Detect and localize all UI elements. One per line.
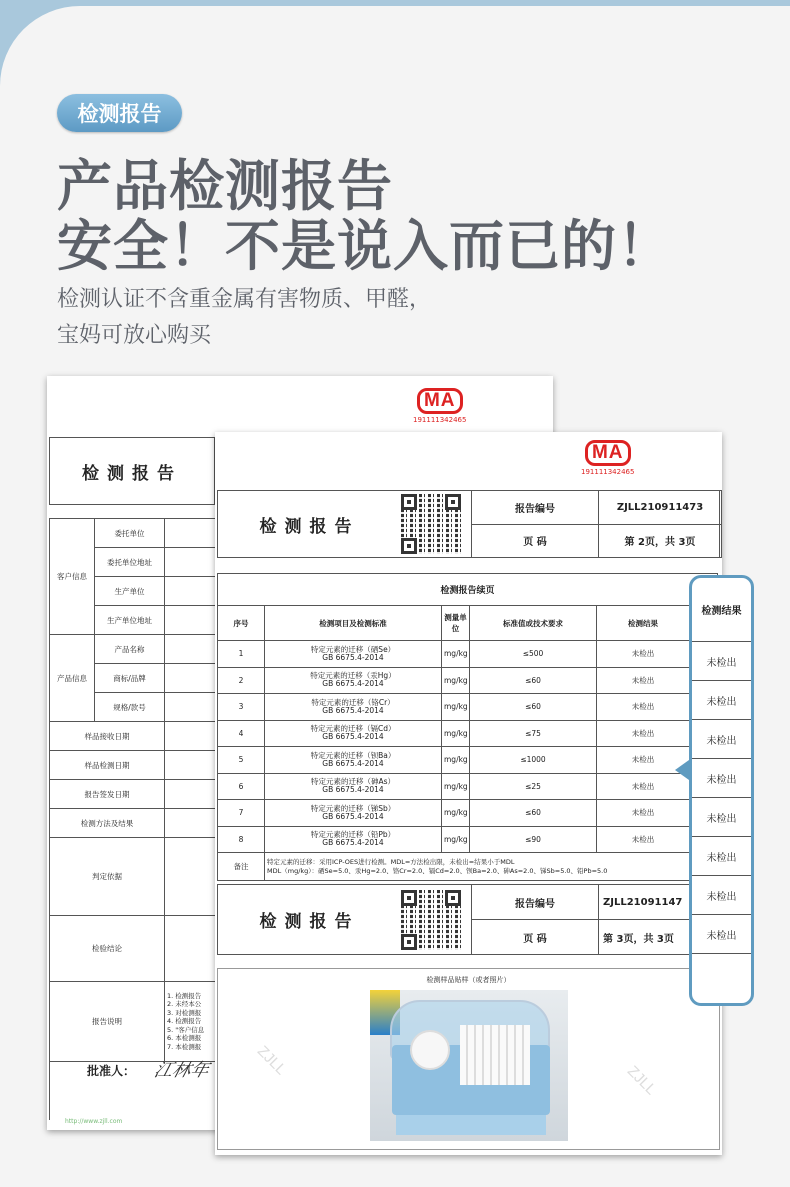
report-info-table xyxy=(471,490,722,558)
row-label: 检测方法及结果 xyxy=(50,809,165,838)
headline-line-2: 安全！不是说入而已的！ xyxy=(57,214,674,278)
watermark: ZJLL xyxy=(253,1042,290,1079)
row-number: 4 xyxy=(218,720,265,747)
test-item: 特定元素的迁移（钡Ba） xyxy=(310,750,396,760)
callout-result: 未检出 xyxy=(692,915,751,954)
unit: mg/kg xyxy=(442,694,470,721)
field-label: 委托单位 xyxy=(95,519,165,548)
test-item: 特定元素的迁移（汞Hg） xyxy=(310,671,396,681)
column-header: 检测项目及检测标准 xyxy=(265,606,442,641)
table-row xyxy=(218,747,718,774)
report-header-page2 xyxy=(217,490,720,558)
qr-code xyxy=(401,890,461,950)
column-header: 标准值或技术要求 xyxy=(470,606,597,641)
test-standard: GB 6675.4-2014 xyxy=(322,785,384,795)
field-label: 委托单位地址 xyxy=(95,548,165,577)
subtitle-line-2: 宝妈可放心购买 xyxy=(57,323,212,348)
test-item: 特定元素的迁移（砷As） xyxy=(310,777,396,787)
unit: mg/kg xyxy=(442,800,470,827)
unit: mg/kg xyxy=(442,720,470,747)
limit: ≤60 xyxy=(470,800,597,827)
row-number: 3 xyxy=(218,694,265,721)
section-badge: 检测报告 xyxy=(57,94,182,132)
page-label: 页 码 xyxy=(472,524,599,558)
watermark: ZJLL xyxy=(623,1062,660,1099)
limit: ≤60 xyxy=(470,667,597,694)
result: 未检出 xyxy=(597,694,690,721)
unit: mg/kg xyxy=(442,747,470,774)
row-number: 2 xyxy=(218,667,265,694)
table-row xyxy=(218,667,718,694)
field-label: 生产单位地址 xyxy=(95,606,165,635)
remark-line: MDL（mg/kg）：硒Se=5.0、汞Hg=2.0、铬Cr=2.0、镉Cd=2.0、钡Ba=2.0、砷As=2.0、锑Sb=5.0、铅Pb=5.0 xyxy=(267,866,608,875)
callout-result: 未检出 xyxy=(692,681,751,720)
note-line: 1. 检测报告 xyxy=(167,991,202,1000)
row-label: 判定依据 xyxy=(50,838,165,916)
group-product: 产品信息 xyxy=(50,635,95,722)
limit: ≤75 xyxy=(470,720,597,747)
row-number: 6 xyxy=(218,773,265,800)
result: 未检出 xyxy=(597,747,690,774)
unit: mg/kg xyxy=(442,773,470,800)
page-value: 第 3页，共 3页 xyxy=(599,920,722,955)
result: 未检出 xyxy=(597,773,690,800)
row-number: 1 xyxy=(218,641,265,668)
row-number: 5 xyxy=(218,747,265,774)
remark-line: 特定元素的迁移：采用ICP-OES进行检测。MDL=方法检出限，未检出=结果小于MDL xyxy=(267,857,515,866)
callout-result: 未检出 xyxy=(692,837,751,876)
test-item: 特定元素的迁移（锑Sb） xyxy=(310,803,396,813)
callout-result: 未检出 xyxy=(692,876,751,915)
cma-number: 191111342465 xyxy=(413,416,467,424)
note-line: 5. "客户信息 xyxy=(167,1025,205,1034)
test-standard: GB 6675.4-2014 xyxy=(322,838,384,848)
page-label: 页 码 xyxy=(472,920,599,955)
subtitle-line-1: 检测认证不含重金属有害物质、甲醛， xyxy=(57,287,432,312)
report-info-table-3 xyxy=(471,884,722,955)
test-standard: GB 6675.4-2014 xyxy=(322,679,384,689)
result: 未检出 xyxy=(597,800,690,827)
test-item: 特定元素的迁移（硒Se） xyxy=(310,644,396,654)
callout-result: 未检出 xyxy=(692,798,751,837)
test-standard: GB 6675.4-2014 xyxy=(322,732,384,742)
note-line: 7. 本检测报 xyxy=(167,1042,202,1051)
table-row xyxy=(218,800,718,827)
table-row xyxy=(218,720,718,747)
note-line: 4. 检测报告 xyxy=(167,1017,202,1026)
limit: ≤1000 xyxy=(470,747,597,774)
test-standard: GB 6675.4-2014 xyxy=(322,705,384,715)
cma-mark: MA xyxy=(417,388,463,414)
report-no-label: 报告编号 xyxy=(472,885,599,920)
product-photo-dish-rack xyxy=(370,990,568,1141)
note-line: 2. 未经本公 xyxy=(167,1000,202,1009)
table-row xyxy=(218,773,718,800)
column-header: 检测结果 xyxy=(597,606,690,641)
report-title: 检测报告 xyxy=(259,912,360,932)
continuation-title: 检测报告续页 xyxy=(218,574,718,606)
field-label: 商标/品牌 xyxy=(95,664,165,693)
results-callout xyxy=(689,575,754,1006)
front-report-document xyxy=(215,432,722,1155)
test-standard: GB 6675.4-2014 xyxy=(322,758,384,768)
callout-result: 未检出 xyxy=(692,720,751,759)
row-label: 报告说明 xyxy=(50,982,165,1062)
note-line: 6. 本检测报 xyxy=(167,1034,202,1043)
footer-url: http://www.zjll.com xyxy=(65,1118,123,1125)
unit: mg/kg xyxy=(442,826,470,853)
limit: ≤25 xyxy=(470,773,597,800)
limit: ≤500 xyxy=(470,641,597,668)
signature: 江林年 xyxy=(151,1060,212,1081)
table-row xyxy=(218,641,718,668)
result: 未检出 xyxy=(597,826,690,853)
approver-label: 批准人： xyxy=(87,1064,136,1078)
row-number: 7 xyxy=(218,800,265,827)
field-label: 规格/款号 xyxy=(95,693,165,722)
callout-result: 未检出 xyxy=(692,642,751,681)
callout-header: 检测结果 xyxy=(692,578,751,642)
test-item: 特定元素的迁移（镉Cd） xyxy=(310,724,396,734)
test-standard: GB 6675.4-2014 xyxy=(322,652,384,662)
test-item: 特定元素的迁移（铬Cr） xyxy=(311,697,395,707)
test-item: 特定元素的迁移（铅Pb） xyxy=(310,830,396,840)
cma-number: 191111342465 xyxy=(581,468,635,476)
headline-line-1: 产品检测报告 xyxy=(57,154,394,218)
report-no-label: 报告编号 xyxy=(472,491,599,525)
row-label: 报告签发日期 xyxy=(50,780,165,809)
result: 未检出 xyxy=(597,720,690,747)
qr-code xyxy=(401,494,461,554)
callout-pointer xyxy=(675,760,689,780)
field-label: 产品名称 xyxy=(95,635,165,664)
row-number: 8 xyxy=(218,826,265,853)
unit: mg/kg xyxy=(442,667,470,694)
cma-mark: MA xyxy=(585,440,631,466)
report-no: ZJLL210911473 xyxy=(599,491,722,525)
results-table xyxy=(217,573,718,881)
limit: ≤60 xyxy=(470,694,597,721)
column-header: 序号 xyxy=(218,606,265,641)
result: 未检出 xyxy=(597,641,690,668)
report-no: ZJLL21091147 xyxy=(599,885,722,920)
report-title: 检测报告 xyxy=(259,516,360,537)
row-label: 样品检测日期 xyxy=(50,751,165,780)
column-header: 测量单位 xyxy=(442,606,470,641)
row-label: 检验结论 xyxy=(50,916,165,982)
row-label: 样品接收日期 xyxy=(50,722,165,751)
unit: mg/kg xyxy=(442,641,470,668)
page-value: 第 2页，共 3页 xyxy=(599,524,722,558)
field-label: 生产单位 xyxy=(95,577,165,606)
callout-result: 未检出 xyxy=(692,759,751,798)
table-row xyxy=(218,694,718,721)
cma-logo-front xyxy=(581,440,634,476)
remark-label: 备注 xyxy=(218,853,265,881)
cma-logo xyxy=(413,388,466,424)
table-row xyxy=(218,826,718,853)
result: 未检出 xyxy=(597,667,690,694)
note-line: 3. 对检测报 xyxy=(167,1008,202,1017)
sample-caption: 检测样品贴样（或者照片） xyxy=(426,976,511,984)
report-header-page3 xyxy=(217,884,720,955)
test-standard: GB 6675.4-2014 xyxy=(322,811,384,821)
limit: ≤90 xyxy=(470,826,597,853)
back-report-title: 检测报告 xyxy=(49,437,215,505)
group-customer: 客户信息 xyxy=(50,519,95,635)
